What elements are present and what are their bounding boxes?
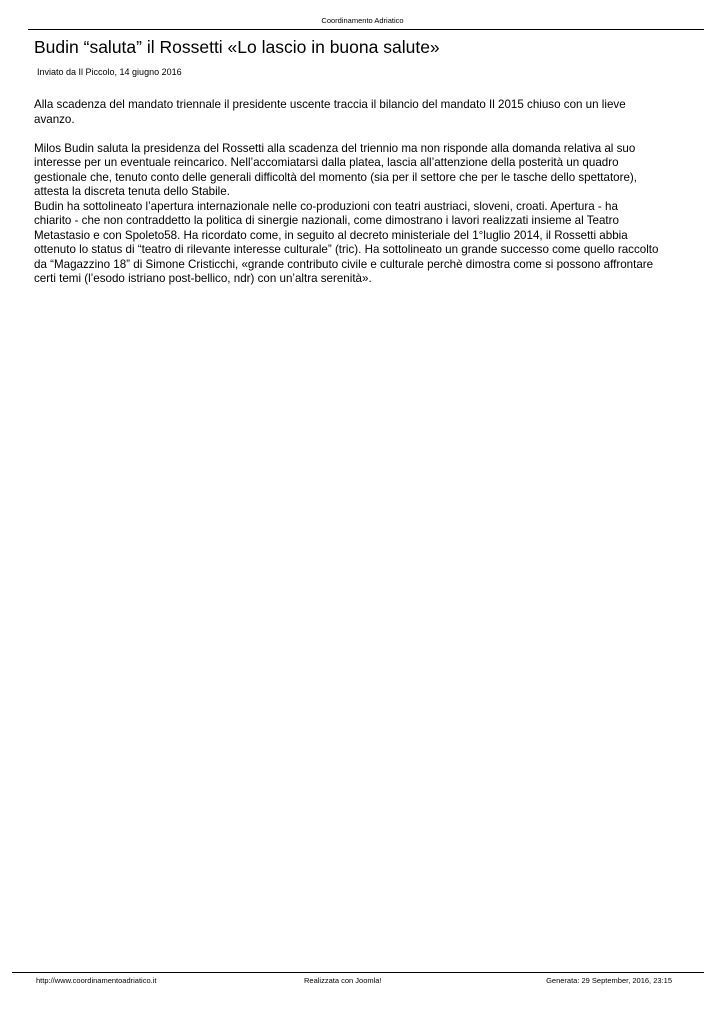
body-line: Milos Budin saluta la presidenza del Rossetti alla scadenza del triennio ma non risponde alla domanda relativa al suo (34, 141, 636, 155)
body-line: chiarito - che non contraddetto la politica di sinergie nazionali, come dimostrano i lavori realizzati insieme al Teatro (34, 214, 619, 227)
footer-powered-by: Realizzata con Joomla! (304, 976, 382, 985)
footer-generated-date: Generata: 29 September, 2016, 23:15 (546, 976, 672, 985)
body-line: Metastasio e con Spoleto58. Ha ricordato come, in seguito al decreto ministeriale del 1°luglio 2014, il Rossetti abbia (34, 228, 628, 242)
page-footer (0, 976, 725, 986)
lead-line: avanzo. (34, 112, 75, 126)
body-line: attesta la discreta tenuta dello Stabile. (34, 185, 230, 198)
header-divider (28, 29, 704, 30)
footer-site-link[interactable]: http://www.coordinamentoadriatico.it (36, 976, 157, 985)
paragraph-spacer (34, 127, 698, 142)
body-line: certi temi (l’esodo istriano post-bellico, ndr) con un’altra serenità». (34, 272, 372, 285)
body-line: ottenuto lo status di “teatro di rilevante interesse culturale” (tric). Ha sottolineato un grande successo come quello raccolto (34, 243, 659, 256)
article-byline: Inviato da Il Piccolo, 14 giugno 2016 (37, 67, 182, 77)
footer-divider (12, 972, 704, 973)
body-line: interesse per un eventuale reincarico. Nell’accomiatarsi dalla platea, lascia all’attenzione della posterità un quadro (34, 156, 619, 169)
article-title: Budin “saluta” il Rossetti «Lo lascio in buona salute» (34, 37, 440, 57)
body-line: Budin ha sottolineato l’apertura internazionale nelle co-produzioni con teatri austriaci, sloveni, croati. Apertura - ha (34, 199, 618, 213)
body-line: da “Magazzino 18” di Simone Cristicchi, «grande contributo civile e culturale perchè dimostra come si possono affrontare (34, 257, 654, 271)
body-line: gestionale che, tenuto conto delle generali difficoltà del momento (sia per il settore che per le tasche dello spettatore), (34, 170, 638, 184)
lead-line: Alla scadenza del mandato triennale il presidente uscente traccia il bilancio del mandato Il 2015 chiuso con un lieve (34, 98, 626, 111)
site-header: Coordinamento Adriatico (321, 16, 404, 25)
article-body (34, 98, 698, 287)
